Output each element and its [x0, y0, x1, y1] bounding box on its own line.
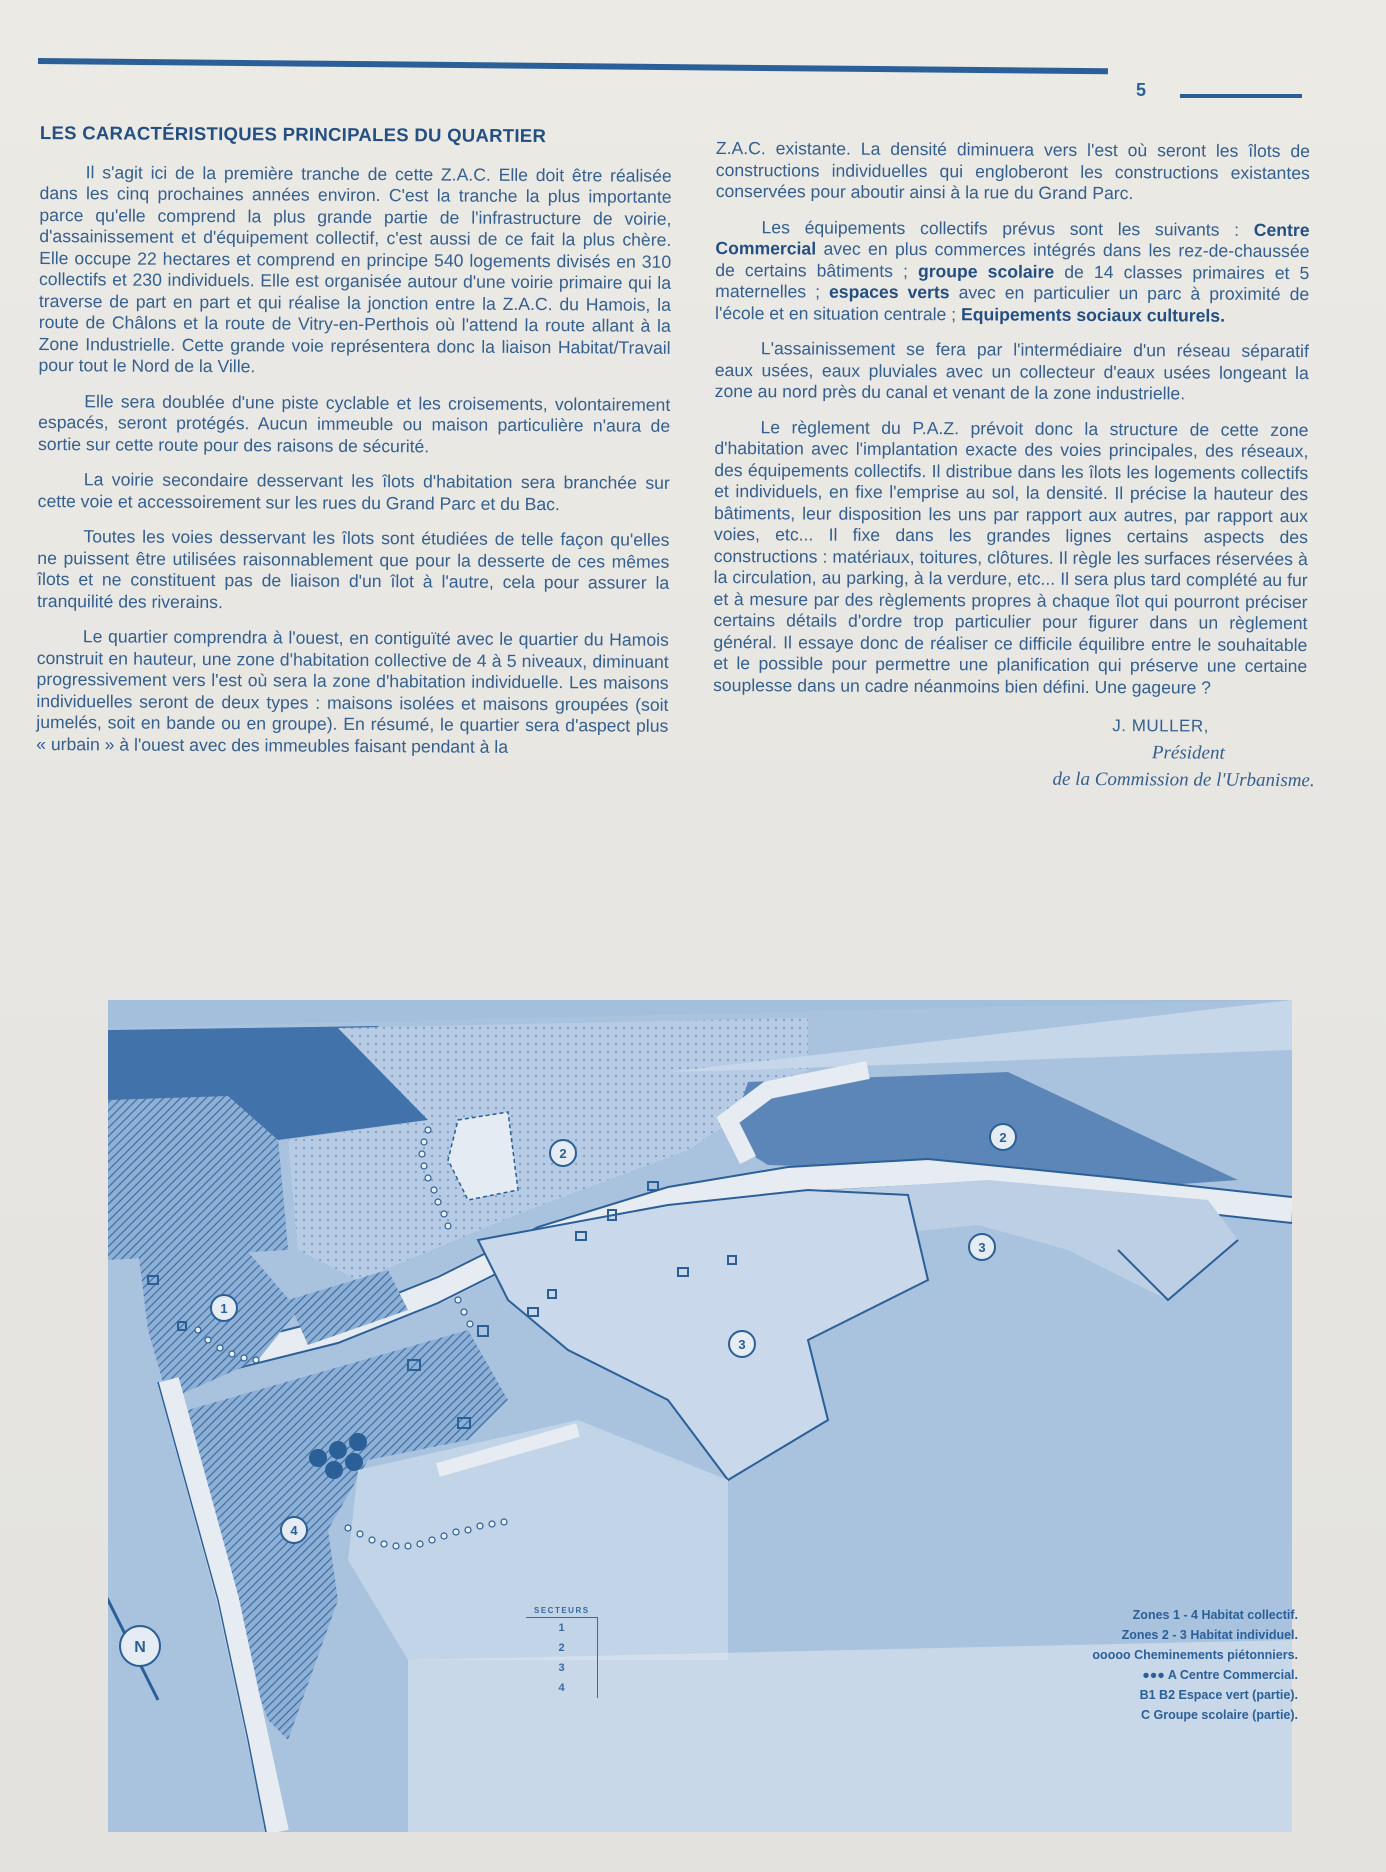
right-paragraph-4: Le règlement du P.A.Z. prévoit donc la structure de cette zone d'habitation avec l'implantation exacte des voies principales, des réseaux, des équipements collectifs. Il distribue dans les îlots les logements collectifs et individuels, en fixe l'emprise au sol, la densité. Il précise la hauteur des bâtiments, leur disposition les uns par rapport aux autres, par rapport aux voies, etc... Il fixe dans les grandes lignes certains aspects des constructions : matériaux, toitures, clôtures. Il règle les surfaces réservées à la circulation, au parking, à la verdure, etc... Il sera plus tard complété au fur et à mesure par des règlements propres à chaque îlot qui pourront préciser certains détails d'ordre trop particulier pour figurer dans un règlement général. Il essaye donc de réaliser ce difficile équilibre entre le souhaitable et le possible pour permettre une planification qui préserve une certaine souplesse dans un cadre néanmoins bien défini. Une gageure ?	[713, 416, 1309, 698]
equip-bold-1: Centre Commercial	[715, 219, 1310, 259]
right-paragraph-2	[715, 216, 1310, 327]
article-left-column	[36, 122, 672, 773]
article-title: LES CARACTÉRISTIQUES PRINCIPALES DU QUARTIER	[39, 122, 547, 147]
right-paragraph-3: L'assainissement se fera par l'intermédiaire d'un réseau séparatif eaux usées, eaux pluviales avec un collecteur d'eaux usées longeant la zone au nord près du canal et venant de la zone industrielle.	[714, 338, 1309, 404]
zone-label-4: 4	[290, 1523, 298, 1538]
compass-label: N	[134, 1639, 146, 1656]
zone-label-3b: 3	[738, 1337, 746, 1352]
header-rule-left	[38, 58, 1108, 74]
page-number: 5	[1136, 80, 1147, 100]
right-paragraph-1: Z.A.C. existante. La densité diminuera vers l'est où seront les îlots de constructions individuelles qui engloberont les constructions existantes conservées pour aboutir ainsi à la rue du Grand Parc.	[715, 138, 1310, 204]
sector-row-4: 4	[526, 1678, 598, 1698]
signature-block	[713, 710, 1315, 794]
sector-row-3: 3	[526, 1658, 598, 1678]
sector-table-header: SECTEURS	[526, 1604, 598, 1618]
left-paragraph-3: La voirie secondaire desservant les îlots d'habitation sera branchée sur cette voie et accessoirement sur les rues du Grand Parc et du Bac.	[37, 469, 670, 514]
header-rule-right	[1180, 94, 1302, 98]
legend-item-3: ooooo Cheminements piétonniers.	[1092, 1648, 1298, 1662]
equip-bold-2: groupe scolaire	[917, 260, 1055, 282]
equip-text-4: avec en particulier un parc à proximité de l'école et en situation centrale ;	[715, 282, 1310, 324]
left-paragraph-1: Il s'agit ici de la première tranche de cette Z.A.C. Elle doit être réalisée dans les cinq prochaines années environ. C'est la tranche la plus importante parce qu'elle comprend la plus grande partie de l'infrastructure de voirie, d'assainissement et d'équipement collectif, c'est aussi de ce fait la plus chère. Elle occupe 22 hectares et comprend en principe 540 logements divisés en 310 collectifs et 230 individuels. Elle est organisée autour d'une voirie primaire qui la traverse de part en part et qui réalise la jonction entre la Z.A.C. du Hamois, la route de Châlons et la route de Vitry-en-Perthois où l'attend la route allant à la Zone Industrielle. Cette grande voie représentera donc la liaison Habitat/Travail pour tout le Nord de la Ville.	[38, 161, 672, 377]
zone-label-2b: 2	[999, 1130, 1007, 1145]
zone-label-3a: 3	[978, 1240, 986, 1255]
signature-org: de la Commission de l'Urbanisme.	[1052, 768, 1315, 792]
signature-role: Président	[1151, 742, 1225, 764]
zone-label-1: 1	[220, 1301, 228, 1316]
map-legend	[1036, 1605, 1298, 1725]
signature-name: J. MULLER,	[1112, 716, 1209, 736]
legend-item-4: ●●● A Centre Commercial.	[1142, 1668, 1298, 1682]
sector-table	[526, 1604, 598, 1698]
article-right-column	[713, 138, 1315, 794]
sector-row-1: 1	[526, 1618, 598, 1639]
left-paragraph-5: Le quartier comprendra à l'ouest, en contiguïté avec le quartier du Hamois construit en hauteur, une zone d'habitation collective de 4 à 5 niveaux, diminuant progressivement vers l'est où sera la zone d'habitation individuelle. Les maisons individuelles seront de deux types : maisons isolées et maisons groupées (soit jumelés, soit en bande ou en groupe). En résumé, le quartier sera d'aspect plus « urbain » à l'ouest avec des immeubles faisant pendant à la	[36, 626, 669, 757]
equip-bold-3: espaces verts	[829, 281, 950, 303]
equip-text-1: Les équipements collectifs prévus sont les suivants :	[761, 216, 1240, 240]
equip-bold-4: Equipements sociaux culturels.	[960, 303, 1226, 326]
equip-text-3: de 14 classes primaires et 5 maternelles ;	[715, 261, 1310, 302]
sector-row-2: 2	[526, 1638, 598, 1658]
legend-item-2: Zones 2 - 3 Habitat individuel.	[1121, 1628, 1298, 1642]
left-paragraph-2: Elle sera doublée d'une piste cyclable et les croisements, volontairement espacés, seront protégés. Aucun immeuble ou maison particulière n'aura de sortie sur cette route pour des raisons de sécurité.	[37, 390, 671, 456]
zone-label-2a: 2	[559, 1146, 567, 1161]
equip-text-2: avec en plus commerces intégrés dans les rez-de-chaussée de certains bâtiments ;	[715, 238, 1310, 281]
legend-item-6: C Groupe scolaire (partie).	[1141, 1708, 1298, 1722]
legend-item-1: Zones 1 - 4 Habitat collectif.	[1132, 1608, 1298, 1622]
legend-item-5: B1 B2 Espace vert (partie).	[1139, 1688, 1298, 1702]
left-paragraph-4: Toutes les voies desservant les îlots sont étudiées de telle façon qu'elles ne puissent être utilisées raisonnablement que pour la desserte de ces mêmes îlots et ne constituent pas de liaison d'un îlot à l'autre, cela pour assurer la tranquilité des riverains.	[37, 526, 670, 612]
